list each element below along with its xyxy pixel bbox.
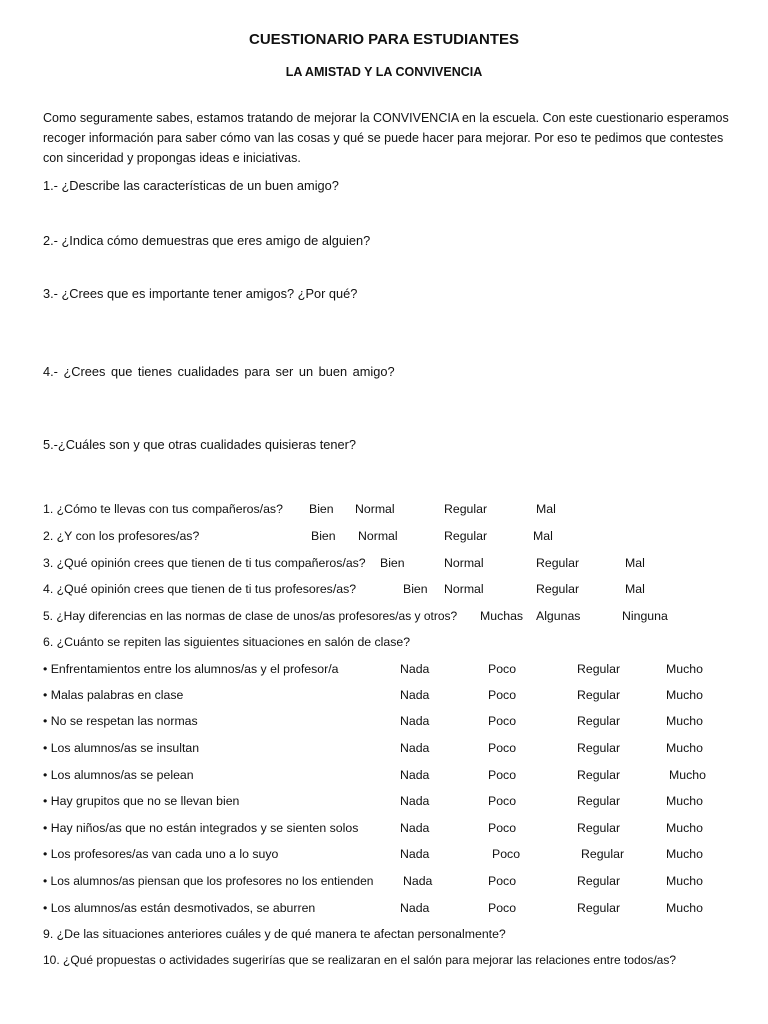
option-label: Regular [536, 582, 580, 596]
option-label: Nada [400, 741, 430, 755]
situation-item: • Los alumnos/as se pelean [43, 768, 194, 782]
option-label: Poco [488, 741, 517, 755]
question-10: 10. ¿Qué propuestas o actividades sugerirías que se realizaran en el salón para mejorar las relaciones entre todos/as? [43, 953, 677, 967]
option-label: Regular [444, 502, 488, 516]
option-label: Nada [400, 768, 430, 782]
page-title: CUESTIONARIO PARA ESTUDIANTES [248, 31, 519, 48]
option-label: Mucho [666, 688, 703, 702]
situation-item: • Malas palabras en clase [43, 688, 184, 702]
option-label: Poco [488, 714, 517, 728]
option-label: Regular [577, 901, 621, 915]
option-label: Algunas [536, 609, 581, 623]
open-question: 4.- ¿Crees que tienes cualidades para ser un buen amigo? [43, 364, 395, 379]
option-label: Regular [581, 847, 625, 861]
option-label: Nada [403, 874, 433, 888]
situation-item: • Enfrentamientos entre los alumnos/as y el profesor/a [43, 662, 339, 676]
option-label: Normal [444, 556, 484, 570]
open-question: 5.-¿Cuáles son y que otras cualidades quisieras tener? [43, 437, 356, 452]
option-label: Regular [577, 821, 621, 835]
option-label: Nada [400, 688, 430, 702]
option-label: Poco [488, 662, 517, 676]
option-label: Mucho [666, 741, 703, 755]
situation-item: • Los alumnos/as se insultan [43, 741, 200, 755]
option-label: Mal [625, 582, 645, 596]
situation-item: • Los alumnos/as piensan que los profesores no los entienden [43, 874, 374, 888]
rated-question: 3. ¿Qué opinión crees que tienen de ti tus compañeros/as? [43, 556, 366, 570]
option-label: Ninguna [622, 609, 668, 623]
rated-question: 4. ¿Qué opinión crees que tienen de ti tus profesores/as? [43, 582, 357, 596]
option-label: Mucho [666, 901, 703, 915]
situation-item: • Hay grupitos que no se llevan bien [43, 794, 240, 808]
rated-question: 2. ¿Y con los profesores/as? [43, 529, 200, 543]
option-label: Nada [400, 662, 430, 676]
option-label: Mucho [666, 821, 703, 835]
situation-item: • No se respetan las normas [43, 714, 198, 728]
option-label: Bien [309, 502, 334, 516]
option-label: Mucho [666, 714, 703, 728]
option-label: Mucho [666, 794, 703, 808]
situation-item: • Los profesores/as van cada uno a lo suyo [43, 847, 279, 861]
option-label: Poco [488, 688, 517, 702]
option-label: Nada [400, 847, 430, 861]
option-label: Poco [488, 768, 517, 782]
open-question: 1.- ¿Describe las características de un buen amigo? [43, 178, 339, 193]
open-question: 3.- ¿Crees que es importante tener amigos? ¿Por qué? [43, 286, 358, 301]
option-label: Normal [444, 582, 484, 596]
option-label: Regular [577, 688, 621, 702]
option-label: Regular [577, 794, 621, 808]
option-label: Poco [488, 821, 517, 835]
option-label: Bien [380, 556, 405, 570]
option-label: Nada [400, 794, 430, 808]
intro-paragraph: Como seguramente sabes, estamos tratando de mejorar la CONVIVENCIA en la escuela. Con este cuestionario esperamos recoger información para saber cómo van las cosas y qué se puede hacer para mejorar. Por eso te pedimos que contestes con sinceridad y propongas ideas e iniciativas. [43, 111, 729, 165]
option-label: Mucho [666, 874, 703, 888]
rated-question: 1. ¿Cómo te llevas con tus compañeros/as? [43, 502, 283, 516]
option-label: Poco [492, 847, 521, 861]
option-label: Regular [577, 768, 621, 782]
option-label: Regular [444, 529, 488, 543]
option-label: Regular [577, 741, 621, 755]
option-label: Regular [577, 662, 621, 676]
option-label: Mucho [666, 847, 703, 861]
option-label: Normal [355, 502, 395, 516]
option-label: Regular [577, 714, 621, 728]
option-label: Muchas [480, 609, 524, 623]
situation-item: • Hay niños/as que no están integrados y se sienten solos [43, 821, 359, 835]
situation-item: • Los alumnos/as están desmotivados, se aburren [43, 901, 316, 915]
rated-question: 5. ¿Hay diferencias en las normas de clase de unos/as profesores/as y otros? [43, 609, 458, 623]
option-label: Mal [533, 529, 553, 543]
option-label: Poco [488, 901, 517, 915]
option-label: Poco [488, 794, 517, 808]
option-label: Nada [400, 901, 430, 915]
option-label: Mucho [666, 662, 703, 676]
open-question: 2.- ¿Indica cómo demuestras que eres amigo de alguien? [43, 233, 371, 248]
option-label: Mal [536, 502, 556, 516]
question-9: 9. ¿De las situaciones anteriores cuáles y de qué manera te afectan personalmente? [43, 927, 506, 941]
option-label: Nada [400, 821, 430, 835]
option-label: Nada [400, 714, 430, 728]
option-label: Normal [358, 529, 398, 543]
page-subtitle: LA AMISTAD Y LA CONVIVENCIA [285, 65, 483, 79]
option-label: Regular [536, 556, 580, 570]
option-label: Mucho [669, 768, 706, 782]
option-label: Bien [403, 582, 428, 596]
question-6: 6. ¿Cuánto se repiten las siguientes situaciones en salón de clase? [43, 635, 411, 649]
option-label: Bien [311, 529, 336, 543]
option-label: Mal [625, 556, 645, 570]
option-label: Regular [577, 874, 621, 888]
option-label: Poco [488, 874, 517, 888]
